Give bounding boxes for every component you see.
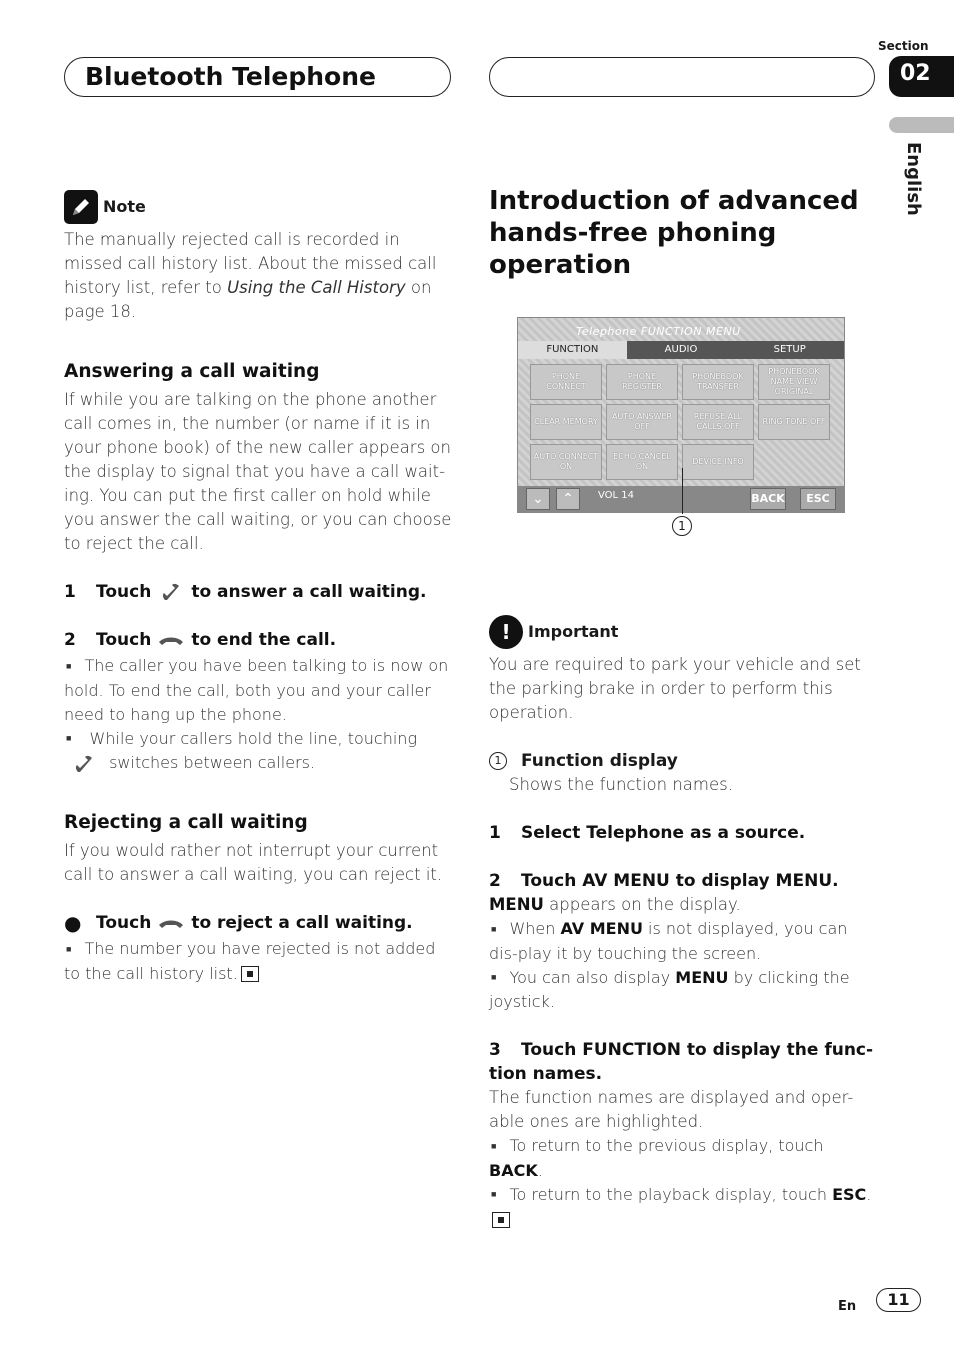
answering-body: If while you are talking on the phone another call comes in, the number (or name if it is in your phone book) of the new caller appears on the display to signal that you have a call wait-ing. You can put the first caller on hold while you answer the call waiting, or you can choose to reject the call. [64,390,452,553]
rejecting-step: ● Touch to reject a call waiting. [64,911,413,935]
right-bullet-3: ■ To return to the previous display, touch BACK. [489,1134,881,1183]
answering-heading: Answering a call waiting [64,361,320,382]
footer-language: En [838,1299,857,1314]
screen-button: PHONEBOOK TRANSFER [682,364,754,400]
page-title: Bluetooth Telephone [85,62,376,91]
screen-button-empty [758,444,830,480]
rejecting-bullet: ■ The number you have rejected is not added to the call history list. [64,937,454,986]
right-bullet-2: ■ You can also display MENU by clicking the joystick. [489,966,881,1015]
phone-answer-icon [157,582,185,602]
chevron-down-icon: ⌄ [526,488,550,510]
note-heading [64,190,454,224]
screen-back-button: BACK [750,488,786,510]
screen-button-grid [530,364,830,480]
right-step-2-body: MENU appears on the display. [489,895,741,914]
page-number: 11 [876,1288,921,1312]
screen-button: AUTO CONNECT ON [530,444,602,480]
left-column [64,190,454,986]
important-label: Important [528,622,619,641]
right-column [489,185,881,1231]
header-empty-box [489,57,875,97]
callout-line [682,468,683,514]
end-mark-icon [492,1212,510,1228]
function-display-heading: 1 Function display [489,749,881,773]
screen-tab-function: FUNCTION [518,341,627,359]
screen-button: PHONE CONNECT [530,364,602,400]
function-display-body: Shows the function names. [509,775,733,794]
screen-esc-button: ESC [800,488,836,510]
screen-button: AUTO ANSWER OFF [606,404,678,440]
header-title-box [64,57,451,97]
answering-bullet-1: ■ The caller you have been talking to is now on hold. To end the call, both you and your caller need to hang up the phone. [64,654,454,727]
screen-tab-audio: AUDIO [664,344,698,355]
language-label: English [903,142,924,216]
screen-button: CLEAR MEMORY [530,404,602,440]
volume-label: VOL 14 [598,490,635,501]
phone-hangup-icon [157,630,185,650]
right-step-2: 2 Touch AV MENU to display MENU. [489,871,839,891]
section-label: Section [878,39,929,53]
function-menu-screenshot [517,317,845,513]
chevron-up-icon: ⌃ [556,488,580,510]
section-title: Introduction of advanced hands-free phoning operation [489,186,859,280]
screen-bottom-bar [518,486,844,512]
right-step-3-body: The function names are displayed and oper-able ones are highlighted. [489,1088,854,1131]
note-text: The manually rejected call is recorded in missed call history list. About the missed call history list, refer to Using the Call History on page 18. [64,230,437,321]
right-step-3: 3 Touch FUNCTION to display the func-tion names. [489,1040,874,1084]
end-mark-icon [241,966,259,982]
answering-step-2: 2 Touch to end the call. [64,630,337,650]
answering-bullet-2: ■ While your callers hold the line, touching switches between callers. [64,727,454,776]
screen-button: PHONEBOOK NAME VIEW ORIGINAL [758,364,830,400]
right-step-1: 1 Select Telephone as a source. [489,823,806,843]
screen-button: DEVICE INFO [682,444,754,480]
screen-title: Telephone FUNCTION MENU [576,325,741,338]
screen-button: PHONE REGISTER [606,364,678,400]
rejecting-heading: Rejecting a call waiting [64,812,308,833]
screen-button: REFUSE ALL CALLS OFF [682,404,754,440]
phone-answer-icon [70,754,98,774]
note-label: Note [103,197,146,216]
callout-number: 1 [672,516,692,536]
answering-step-1: 1 Touch to answer a call waiting. [64,582,427,602]
language-tab [889,117,954,133]
right-bullet-1: ■ When AV MENU is not displayed, you can dis-play it by touching the screen. [489,917,881,966]
important-heading [489,615,881,649]
pencil-note-icon [64,190,98,224]
important-text: You are required to park your vehicle and set the parking brake in order to perform this operation. [489,655,861,722]
phone-hangup-icon [157,913,185,933]
screen-button: RING TONE OFF [758,404,830,440]
right-bullet-4: ■ To return to the playback display, touch ESC. [489,1183,881,1232]
section-number-badge: 02 [889,56,954,97]
note-reference: Using the Call History [227,278,406,297]
screen-button: ECHO CANCEL ON [606,444,678,480]
screen-tab-setup: SETUP [773,344,806,355]
screen-tabs [518,341,844,359]
rejecting-body: If you would rather not interrupt your current call to answer a call waiting, you can reject it. [64,841,443,884]
important-icon: ! [489,615,523,649]
